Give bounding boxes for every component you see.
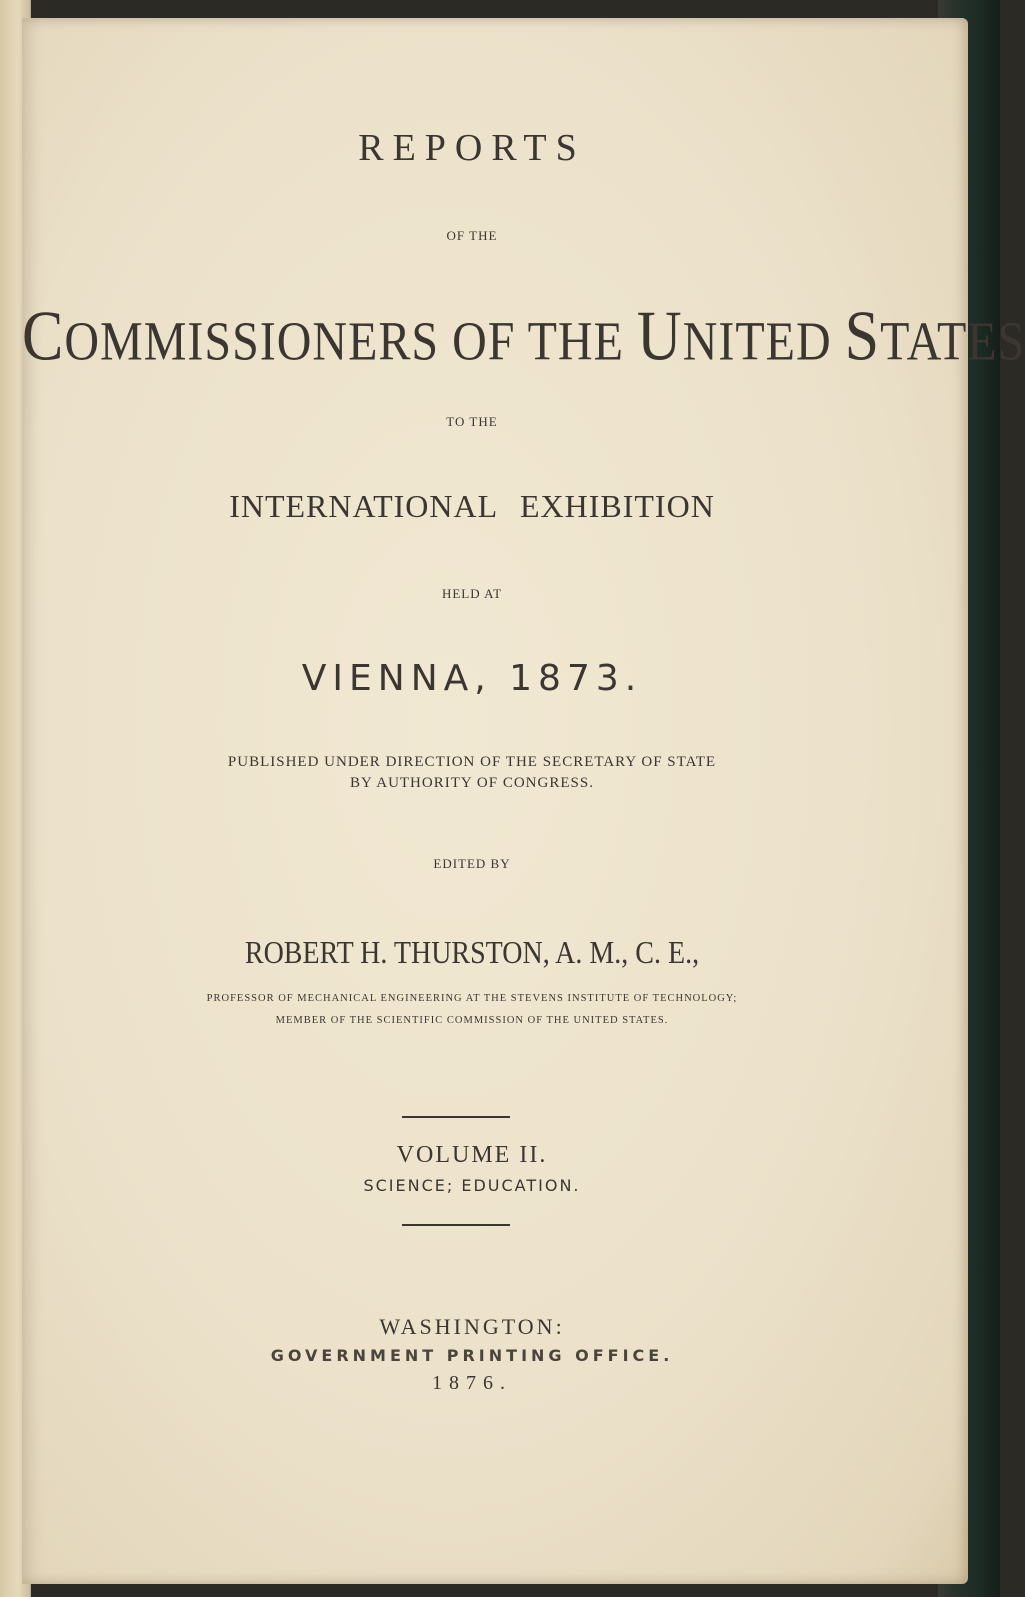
states-initial: S	[844, 297, 881, 376]
volume-heading: VOLUME II.	[396, 1142, 548, 1168]
imprint-year: 1876.	[432, 1372, 512, 1394]
vienna-heading: VIENNA, 1873.	[301, 658, 643, 699]
reports-heading: REPORTS	[358, 127, 586, 169]
commissioners-initial: C	[22, 297, 65, 376]
editor-credential-2: MEMBER OF THE SCIENTIFIC COMMISSION OF THE UNITED STATES.	[275, 1015, 669, 1026]
states-rest: TATES	[880, 310, 1025, 372]
title-page	[22, 18, 1025, 1584]
volume-subjects: SCIENCE; EDUCATION.	[363, 1176, 581, 1195]
commissioners-rest: OMMISSIONERS	[64, 310, 440, 372]
edited-by-line: EDITED BY	[433, 856, 511, 871]
imprint-printer: GOVERNMENT PRINTING OFFICE.	[270, 1346, 674, 1365]
held-at-line: HELD AT	[441, 586, 503, 601]
divider-rule-top	[402, 1116, 510, 1118]
united-rest: NITED	[682, 310, 832, 372]
commissioners-heading	[22, 296, 1025, 378]
divider-rule-bottom	[402, 1224, 510, 1226]
editor-name: ROBERT H. THURSTON, A. M., C. E.,	[244, 936, 700, 971]
of-the-line: OF THE	[446, 228, 498, 243]
commissioners-of-the: OF THE	[452, 310, 624, 372]
published-line-2: BY AUTHORITY OF CONGRESS.	[350, 775, 594, 791]
to-the-line: TO THE	[446, 414, 498, 429]
exhibition-heading: INTERNATIONAL EXHIBITION	[229, 488, 715, 524]
published-line-1: PUBLISHED UNDER DIRECTION OF THE SECRETARY OF STATE	[227, 754, 717, 770]
title-page-content	[22, 18, 1025, 1584]
imprint-city: WASHINGTON:	[379, 1314, 565, 1339]
united-initial: U	[636, 297, 683, 376]
editor-credential-1: PROFESSOR OF MECHANICAL ENGINEERING AT THE STEVENS INSTITUTE OF TECHNOLOGY;	[206, 993, 738, 1004]
